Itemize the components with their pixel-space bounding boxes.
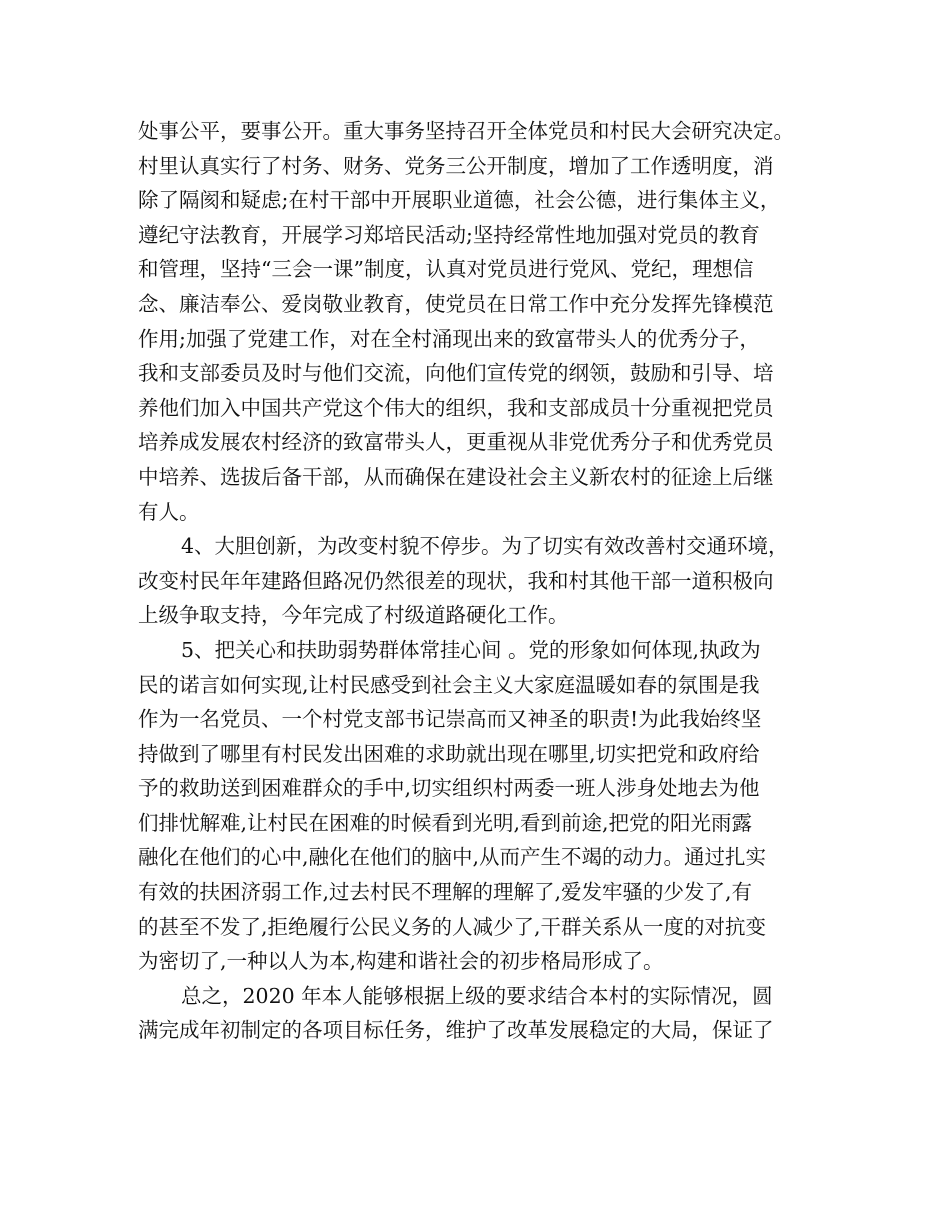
document-page	[138, 114, 828, 1048]
text-line: 为密切了,一种以人为本,构建和谐社会的初步格局形成了。	[138, 949, 664, 974]
text-line: 改变村民年年建路但路况仍然很差的现状，我和村其他干部一道积极向	[138, 568, 774, 593]
text-line: 的甚至不发了,拒绝履行公民义务的人减少了,干群关系从一度的对抗变	[138, 914, 767, 939]
text-line: 满完成年初制定的各项目标任务，维护了改革发展稳定的大局，保证了	[138, 1018, 774, 1043]
text-line: 予的救助送到困难群众的手中,切实组织村两委一班人涉身处地去为他	[138, 776, 760, 801]
text-line: 养他们加入中国共产党这个伟大的组织，我和支部成员十分重视把党员	[138, 395, 774, 420]
text-line: 遵纪守法教育，开展学习郑培民活动;坚持经常性地加强对党员的教育	[138, 222, 760, 247]
text-line: 持做到了哪里有村民发出困难的求助就出现在哪里,切实把党和政府给	[138, 741, 760, 766]
text-line: 有效的扶困济弱工作,过去村民不理解的理解了,爱发牢骚的少发了,有	[138, 880, 753, 905]
text-line: 和管理，坚持“三会一课”制度，认真对党员进行党风、党纪，理想信	[138, 257, 754, 282]
text-line: 上级争取支持，今年完成了村级道路硬化工作。	[138, 603, 569, 628]
text-line: 除了隔阂和疑虑;在村干部中开展职业道德，社会公德，进行集体主义，	[138, 188, 781, 213]
text-line: 融化在他们的心中,融化在他们的脑中,从而产生不竭的动力。通过扎实	[138, 845, 767, 870]
text-line: 培养成发展农村经济的致富带头人，更重视从非党优秀分子和优秀党员	[138, 430, 774, 455]
text-line: 有人。	[138, 499, 200, 524]
text-line: 中培养、选拔后备干部，从而确保在建设社会主义新农村的征途上后继	[138, 464, 774, 489]
text-line: 民的诺言如何实现,让村民感受到社会主义大家庭温暖如春的氛围是我	[138, 672, 760, 697]
text-line: 念、廉洁奉公、爱岗敬业教育，使党员在日常工作中充分发挥先锋模范	[138, 291, 774, 316]
paragraph-start-line: 总之，2020 年本人能够根据上级的要求结合本村的实际情况，圆	[181, 983, 773, 1008]
text-line: 们排忧解难,让村民在困难的时候看到光明,看到前途,把党的阳光雨露	[138, 810, 753, 835]
text-line: 作为一名党员、一个村党支部书记崇高而又神圣的职责!为此我始终坚	[138, 707, 762, 732]
text-line: 作用;加强了党建工作，对在全村涌现出来的致富带头人的优秀分子，	[138, 326, 760, 351]
paragraph-start-line: 4、大胆创新，为改变村貌不停步。为了切实有效改善村交通环境，	[181, 534, 789, 559]
text-line: 我和支部委员及时与他们交流，向他们宣传党的纲领，鼓励和引导、培	[138, 361, 774, 386]
paragraph-start-line: 5、把关心和扶助弱势群体常挂心间 。党的形象如何体现,执政为	[181, 637, 761, 662]
text-line: 村里认真实行了村务、财务、党务三公开制度，增加了工作透明度，消	[138, 153, 774, 178]
text-line: 处事公平，要事公开。重大事务坚持召开全体党员和村民大会研究决定。	[138, 119, 794, 143]
